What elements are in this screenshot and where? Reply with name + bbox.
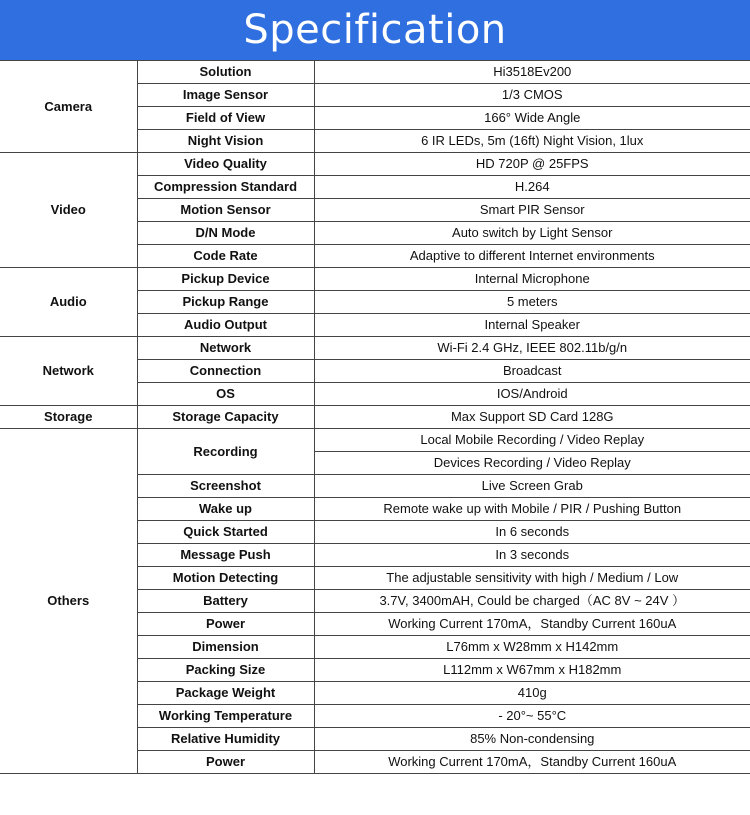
spec-value-cell: Broadcast (314, 360, 750, 383)
spec-key-cell: Video Quality (137, 153, 314, 176)
spec-value-cell: Max Support SD Card 128G (314, 406, 750, 429)
table-row (0, 153, 750, 176)
spec-value-cell: 3.7V, 3400mAH, Could be charged（AC 8V ~ 24V ） (314, 590, 750, 613)
header-banner (0, 0, 750, 60)
spec-value-cell: 1/3 CMOS (314, 84, 750, 107)
spec-key-cell: Storage Capacity (137, 406, 314, 429)
spec-key-cell: Field of View (137, 107, 314, 130)
spec-value-cell: 6 IR LEDs, 5m (16ft) Night Vision, 1lux (314, 130, 750, 153)
spec-value-cell: Local Mobile Recording / Video Replay (314, 429, 750, 452)
spec-key-cell: Power (137, 613, 314, 636)
spec-value-cell: 166° Wide Angle (314, 107, 750, 130)
spec-value-cell: 5 meters (314, 291, 750, 314)
spec-value-cell: 410g (314, 682, 750, 705)
spec-key-cell: Pickup Range (137, 291, 314, 314)
page-title: Specification (243, 7, 507, 53)
spec-value-cell: Wi-Fi 2.4 GHz, IEEE 802.11b/g/n (314, 337, 750, 360)
spec-value-cell: Devices Recording / Video Replay (314, 452, 750, 475)
spec-value-cell: H.264 (314, 176, 750, 199)
spec-value-cell: 85% Non-condensing (314, 728, 750, 751)
spec-key-cell: Compression Standard (137, 176, 314, 199)
spec-key-cell: Code Rate (137, 245, 314, 268)
spec-key-cell: Battery (137, 590, 314, 613)
spec-value-cell: Live Screen Grab (314, 475, 750, 498)
spec-value-cell: In 3 seconds (314, 544, 750, 567)
spec-value-cell: Hi3518Ev200 (314, 61, 750, 84)
spec-value-cell: IOS/Android (314, 383, 750, 406)
spec-value-cell: L76mm x W28mm x H142mm (314, 636, 750, 659)
spec-key-cell: Pickup Device (137, 268, 314, 291)
spec-key-cell: Packing Size (137, 659, 314, 682)
spec-key-cell: Relative Humidity (137, 728, 314, 751)
table-row (0, 268, 750, 291)
spec-key-cell: Solution (137, 61, 314, 84)
table-row (0, 61, 750, 84)
spec-value-cell: Working Current 170mA，Standby Current 160uA (314, 613, 750, 636)
category-cell: Network (0, 337, 137, 406)
spec-key-cell: Recording (137, 429, 314, 475)
spec-value-cell: Working Current 170mA，Standby Current 160uA (314, 751, 750, 774)
spec-value-cell: The adjustable sensitivity with high / Medium / Low (314, 567, 750, 590)
spec-value-cell: L112mm x W67mm x H182mm (314, 659, 750, 682)
spec-key-cell: Night Vision (137, 130, 314, 153)
spec-value-cell: Internal Microphone (314, 268, 750, 291)
spec-value-cell: Auto switch by Light Sensor (314, 222, 750, 245)
spec-key-cell: Package Weight (137, 682, 314, 705)
spec-key-cell: Motion Sensor (137, 199, 314, 222)
spec-value-cell: - 20°~ 55°C (314, 705, 750, 728)
spec-key-cell: Audio Output (137, 314, 314, 337)
spec-value-cell: Adaptive to different Internet environments (314, 245, 750, 268)
spec-table (0, 60, 750, 774)
spec-key-cell: Image Sensor (137, 84, 314, 107)
spec-key-cell: Power (137, 751, 314, 774)
spec-table-body (0, 61, 750, 774)
spec-key-cell: D/N Mode (137, 222, 314, 245)
category-cell: Video (0, 153, 137, 268)
spec-key-cell: OS (137, 383, 314, 406)
spec-key-cell: Network (137, 337, 314, 360)
spec-key-cell: Working Temperature (137, 705, 314, 728)
spec-key-cell: Quick Started (137, 521, 314, 544)
table-row (0, 337, 750, 360)
spec-key-cell: Wake up (137, 498, 314, 521)
spec-key-cell: Motion Detecting (137, 567, 314, 590)
spec-key-cell: Screenshot (137, 475, 314, 498)
category-cell: Audio (0, 268, 137, 337)
table-row (0, 406, 750, 429)
spec-key-cell: Dimension (137, 636, 314, 659)
category-cell: Storage (0, 406, 137, 429)
spec-key-cell: Connection (137, 360, 314, 383)
spec-value-cell: In 6 seconds (314, 521, 750, 544)
spec-value-cell: Smart PIR Sensor (314, 199, 750, 222)
spec-value-cell: Internal Speaker (314, 314, 750, 337)
category-cell: Camera (0, 61, 137, 153)
spec-key-cell: Message Push (137, 544, 314, 567)
category-cell: Others (0, 429, 137, 774)
spec-value-cell: HD 720P @ 25FPS (314, 153, 750, 176)
spec-value-cell: Remote wake up with Mobile / PIR / Pushing Button (314, 498, 750, 521)
table-row (0, 429, 750, 452)
